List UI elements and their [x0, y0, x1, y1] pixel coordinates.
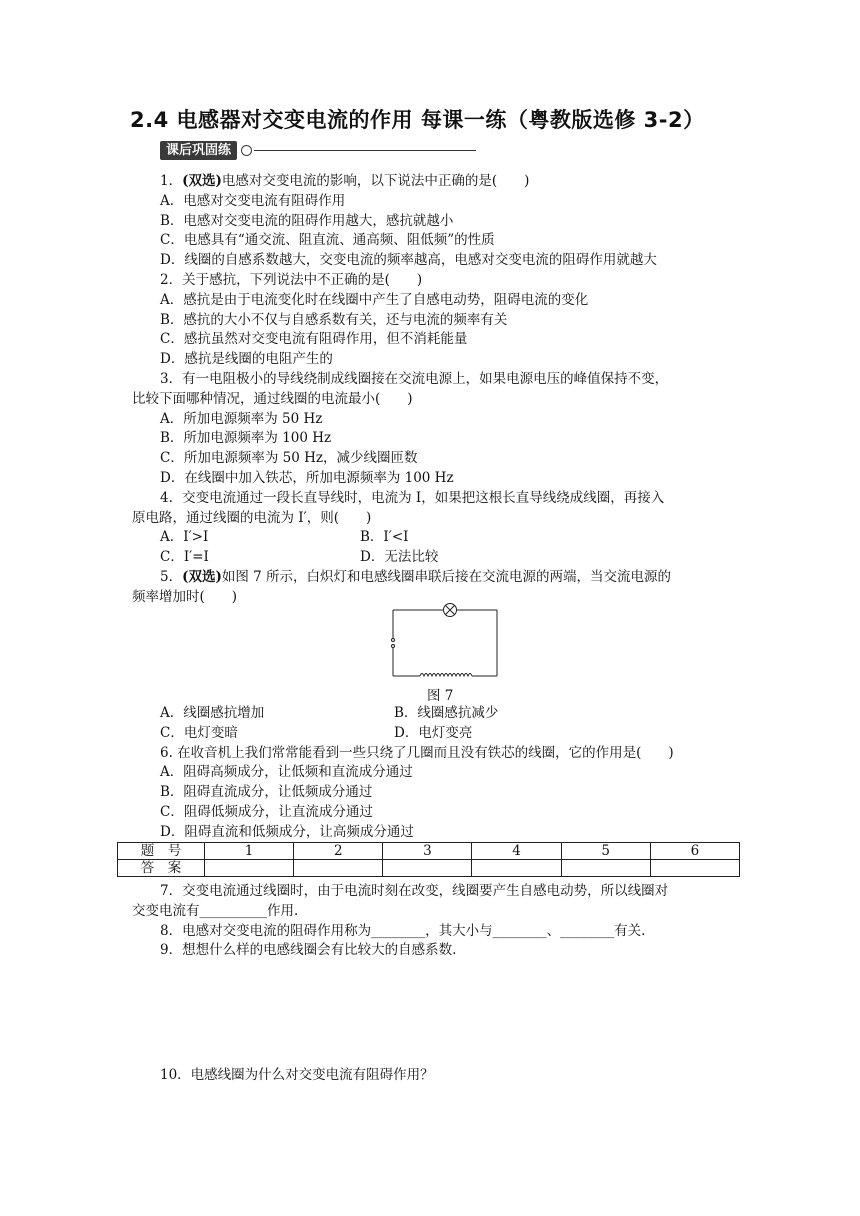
q1-option-d: D．线圈的自感系数越大，交变电流的频率越高，电感对交变电流的阻碍作用就越大	[160, 252, 657, 269]
q3-option-a: A．所加电源频率为 50 Hz	[160, 410, 323, 427]
circuit-figure	[390, 602, 500, 682]
answer-table-answer-row	[118, 860, 740, 877]
q3-option-b: B．所加电源频率为 100 Hz	[160, 430, 332, 447]
answer-cell[interactable]	[561, 860, 650, 877]
answer-table-number: 4	[472, 843, 561, 860]
questions-block-4	[160, 1066, 740, 1086]
q5-options-ab	[160, 704, 740, 724]
answer-cell[interactable]	[650, 860, 739, 877]
answer-cell[interactable]	[383, 860, 472, 877]
q6-option-a: A．阻碍高频成分，让低频和直流成分通过	[160, 764, 413, 781]
section-banner	[160, 140, 476, 160]
q2-option-a: A．感抗是由于电流变化时在线圈中产生了自感电动势，阻碍电流的变化	[160, 291, 589, 308]
q7-stem-line1: 7．交变电流通过线圈时，由于电流时刻在改变，线圈要产生自感电动势，所以线圈对	[160, 883, 669, 899]
q5-options-cd	[160, 724, 740, 744]
q4-option-c: C．I′=I	[160, 549, 209, 566]
q5-option-a: A．线圈感抗增加	[160, 705, 265, 721]
q3-stem-line2: 比较下面哪种情况，通过线圈的电流最小( )	[132, 390, 413, 407]
q6-option-b: B．阻碍直流成分，让低频成分通过	[160, 784, 373, 801]
q2-option-b: B．感抗的大小不仅与自感系数有关，还与电流的频率有关	[160, 311, 508, 328]
q3-stem-line1: 3．有一电阻极小的导线绕制成线圈接在交流电源上，如果电源电压的峰值保持不变，	[160, 370, 669, 387]
q5-stem-line1: 5．(双选)如图 7 所示，白炽灯和电感线圈串联后接在交流电源的两端，当交流电源的	[160, 568, 672, 585]
q4-option-b: B．I′<I	[360, 529, 409, 546]
answer-table-answer-label: 答 案	[118, 860, 205, 877]
questions-block-3	[132, 882, 740, 961]
figure-caption: 图 7	[427, 688, 454, 704]
q5-stem-line2: 频率增加时( )	[132, 588, 238, 605]
q6-option-d: D．阻碍直流和低频成分，让高频成分通过	[160, 823, 414, 840]
answer-table-number: 2	[294, 843, 383, 860]
answer-table-number: 3	[383, 843, 472, 860]
q8-stem: 8．电感对交变电流的阻碍作用称为________，其大小与________、________有关.	[160, 922, 646, 939]
q1-stem: 1．(双选)电感对交变电流的影响，以下说法中正确的是( )	[160, 173, 530, 189]
questions-block-1	[132, 172, 740, 608]
answer-table-number: 5	[561, 843, 650, 860]
q4-stem-line2: 原电路，通过线圈的电流为 I′，则( )	[132, 509, 372, 526]
q5-option-d: D．电灯变亮	[394, 724, 473, 741]
q5-option-b: B．线圈感抗减少	[394, 705, 499, 721]
q2-option-d: D．感抗是线圈的电阻产生的	[160, 351, 333, 368]
answer-table-number: 6	[650, 843, 739, 860]
q1-option-a: A．电感对交变电流有阻碍作用	[160, 192, 346, 209]
q3-option-c: C．所加电源频率为 50 Hz，减少线圈匝数	[160, 450, 418, 467]
q9-stem: 9．想想什么样的电感线圈会有比较大的自感系数.	[160, 942, 457, 959]
answer-table-header-label: 题 号	[118, 843, 205, 860]
q6-stem: 6. 在收音机上我们常常能看到一些只绕了几圈而且没有铁芯的线圈，它的作用是( )	[160, 744, 674, 761]
answer-cell[interactable]	[205, 860, 294, 877]
q3-option-d: D．在线圈中加入铁芯，所加电源频率为 100 Hz	[160, 469, 454, 486]
q7-stem-line2: 交变电流有__________作用.	[132, 902, 299, 919]
q4-stem-line1: 4．交变电流通过一段长直导线时，电流为 I，如果把这根长直导线绕成线圈，再接入	[160, 489, 665, 506]
answer-table	[117, 842, 740, 877]
q10-stem: 10．电感线圈为什么对交变电流有阻碍作用？	[160, 1067, 434, 1083]
q1-option-c: C．电感具有“通交流、阻直流、通高频、阻低频”的性质	[160, 232, 495, 249]
q5-option-c: C．电灯变暗	[160, 724, 238, 741]
q4-options-ab	[160, 528, 740, 548]
q1-option-b: B．电感对交变电流的阻碍作用越大，感抗就越小	[160, 212, 454, 229]
section-tag: 课后巩固练	[160, 141, 237, 160]
q4-option-d: D．无法比较	[360, 549, 439, 566]
questions-block-2	[160, 704, 740, 843]
banner-rule	[254, 150, 476, 151]
page-title: 2.4 电感器对交变电流的作用 每课一练（粤教版选修 3-2）	[130, 108, 705, 132]
q4-option-a: A．I′>I	[160, 529, 209, 546]
answer-table-header-row	[118, 843, 740, 860]
q2-option-c: C．感抗虽然对交变电流有阻碍作用，但不消耗能量	[160, 331, 468, 348]
bullet-dot-icon	[241, 145, 252, 156]
answer-cell[interactable]	[472, 860, 561, 877]
answer-cell[interactable]	[294, 860, 383, 877]
q4-options-cd	[160, 548, 740, 568]
q2-stem: 2．关于感抗，下列说法中不正确的是( )	[160, 271, 423, 288]
answer-table-number: 1	[205, 843, 294, 860]
q6-option-c: C．阻碍低频成分，让直流成分通过	[160, 803, 373, 820]
